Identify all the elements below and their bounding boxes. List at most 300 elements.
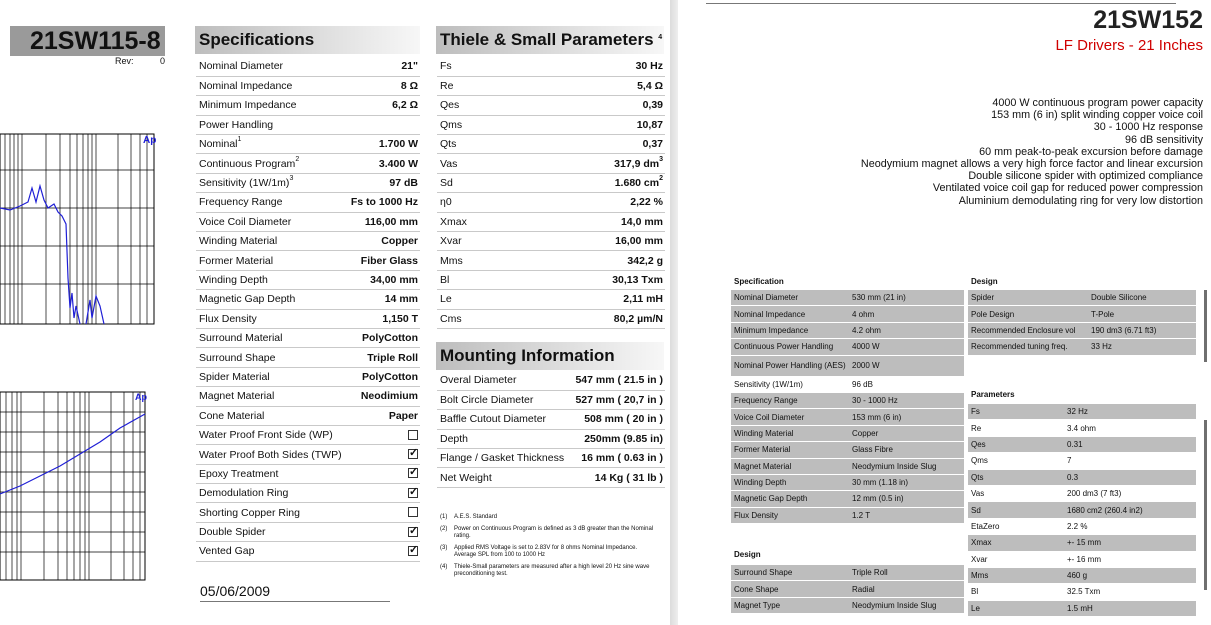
ts-row: [437, 270, 665, 289]
footnotes: [440, 514, 660, 583]
ts-label-text: Mms: [440, 254, 463, 267]
spec-label-text: Shorting Copper Ring: [199, 506, 300, 519]
spec-value-text: Paper: [388, 409, 418, 422]
spec-label: [196, 173, 346, 192]
r-spec-heading: Specification: [734, 277, 784, 286]
ts-value: [520, 270, 665, 289]
ts-value: [520, 96, 665, 115]
r-row-label: Magnetic Gap Depth: [734, 494, 808, 504]
ts-label-text: Qts: [440, 138, 457, 151]
right-model-title: 21SW152: [1093, 6, 1203, 34]
r-row-label: Nominal Power Handling (AES): [734, 361, 846, 371]
r-table-row: [968, 290, 1196, 306]
ts-label: [437, 232, 520, 251]
ts-label: [437, 251, 520, 270]
mount-value: [570, 410, 665, 429]
spec-label-text: Demodulation Ring: [199, 487, 289, 500]
spec-row: [196, 290, 420, 309]
ts-label-text: Le: [440, 293, 452, 306]
r-row-label: Recommended Enclosure vol: [971, 325, 1076, 335]
mount-label: [437, 429, 570, 448]
spec-row: [196, 406, 420, 425]
feature-line: 96 dB sensitivity: [1124, 133, 1203, 146]
spec-sup: 1: [237, 136, 242, 144]
feature-line: Ventilated voice coil gap for reduced power compression: [932, 182, 1203, 195]
spec-row: [196, 484, 420, 503]
spec-value-text: Neodimium: [360, 390, 418, 403]
r-row-label: Former Material: [734, 445, 791, 455]
ts-label: [437, 270, 520, 289]
r-design-right-table: [968, 290, 1196, 356]
r-table-row: [968, 519, 1196, 535]
r-row-label: Qms: [971, 456, 988, 466]
rev-value: 0: [160, 56, 166, 66]
spec-label: [196, 154, 346, 173]
spec-value-text: 1.700 W: [378, 138, 418, 151]
ts-value: [520, 154, 665, 173]
ts-label-text: Fs: [440, 60, 452, 73]
ts-row: [437, 212, 665, 231]
spec-row: [196, 522, 420, 541]
mount-value-text: 527 mm ( 20,7 in ): [575, 394, 663, 407]
r-row-value: 96 dB: [852, 379, 873, 389]
r-table-row: [731, 393, 964, 409]
scroll-mark-1: [1204, 290, 1207, 362]
r-table-row: [731, 508, 964, 524]
spec-value-text: PolyCotton: [362, 332, 418, 345]
r-table-row: [731, 581, 964, 597]
r-row-value: 33 Hz: [1091, 342, 1112, 352]
footnote: [440, 526, 660, 540]
checkbox-icon: [408, 449, 418, 459]
r-table-row: [968, 486, 1196, 502]
spec-label: [196, 270, 346, 289]
ts-label-text: Re: [440, 80, 454, 93]
r-row-value: 32.5 Txm: [1067, 587, 1101, 597]
graph-logo-2: Ap: [135, 392, 147, 402]
r-row-value: Glass Fibre: [852, 445, 893, 455]
r-table-row: [968, 601, 1196, 617]
ts-row: [437, 290, 665, 309]
footnote-number: (3): [440, 545, 448, 551]
r-row-value: 1.5 mH: [1067, 603, 1093, 613]
mount-label-text: Net Weight: [440, 471, 492, 484]
spec-value-text: 6,2 Ω: [392, 99, 418, 112]
spec-value: [346, 464, 420, 483]
r-row-label: Magnet Type: [734, 600, 781, 610]
spec-label-text: Epoxy Treatment: [199, 467, 279, 480]
r-table-row: [968, 502, 1196, 518]
r-table-row: [968, 323, 1196, 339]
r-row-value: 7: [1067, 456, 1072, 466]
spec-label: [196, 96, 346, 115]
r-params-table: [968, 404, 1196, 617]
ts-value: [520, 115, 665, 134]
r-table-row: [968, 453, 1196, 469]
r-table-row: [731, 426, 964, 442]
mount-row: [437, 449, 665, 468]
r-row-label: Nominal Impedance: [734, 309, 806, 319]
ts-value: [520, 57, 665, 76]
ts-value-text: 80,2 µm/N: [613, 312, 663, 325]
scroll-mark-2: [1204, 420, 1207, 590]
ts-value-text: 317,9 dm: [614, 157, 660, 170]
spec-label-text: Nominal Diameter: [199, 60, 284, 73]
spec-label: [196, 290, 346, 309]
r-table-row: [968, 552, 1196, 568]
r-row-value: +- 15 mm: [1067, 538, 1102, 548]
ts-value-text: 342,2 g: [627, 254, 663, 267]
ts-label-text: Vas: [440, 157, 458, 170]
r-row-value: 190 dm3 (6.71 ft3): [1091, 325, 1157, 335]
r-row-label: Flux Density: [734, 510, 779, 520]
r-row-label: Frequency Range: [734, 396, 798, 406]
spec-value: [346, 270, 420, 289]
ts-row: [437, 115, 665, 134]
ts-value-text: 16,00 mm: [615, 235, 663, 248]
spec-value-text: 34,00 mm: [370, 273, 418, 286]
r-table-row: [968, 437, 1196, 453]
mount-value-text: 14 Kg ( 31 lb ): [594, 471, 663, 484]
r-row-value: 1.2 T: [852, 510, 871, 520]
spec-label-text: Continuous Program: [199, 157, 296, 170]
spec-label: [196, 328, 346, 347]
r-row-value: 4000 W: [852, 342, 880, 352]
spec-sup: 2: [295, 155, 300, 163]
r-row-label: Re: [971, 423, 982, 433]
r-row-label: Vas: [971, 489, 985, 499]
thiele-small-table: [437, 57, 665, 329]
ts-value-text: 2,11 mH: [623, 293, 663, 306]
r-table-row: [731, 442, 964, 458]
r-row-value: 460 g: [1067, 571, 1088, 581]
right-datasheet-page: [678, 0, 1211, 625]
spec-label-text: Cone Material: [199, 409, 265, 422]
spec-label-text: Voice Coil Diameter: [199, 215, 292, 228]
spec-value: [346, 425, 420, 444]
ts-value-text: 30 Hz: [635, 60, 663, 73]
spec-label: [196, 135, 346, 154]
r-spec-table: [731, 290, 964, 524]
r-row-label: Winding Depth: [734, 478, 787, 488]
ts-label-text: Sd: [440, 177, 453, 190]
spec-label: [196, 232, 346, 251]
feature-list: [861, 97, 1203, 207]
mount-label: [437, 449, 570, 468]
ts-label: [437, 57, 520, 76]
mount-label: [437, 410, 570, 429]
spec-row: [196, 309, 420, 328]
ts-heading: [436, 26, 664, 54]
mount-label-text: Depth: [440, 432, 469, 445]
spec-value: [346, 76, 420, 95]
spec-value: [346, 57, 420, 76]
ts-value: [520, 232, 665, 251]
spec-value-text: 97 dB: [389, 177, 418, 190]
r-table-row: [731, 565, 964, 581]
mount-value-text: 16 mm ( 0.63 in ): [581, 452, 663, 465]
r-row-value: Copper: [852, 428, 879, 438]
spec-row: [196, 464, 420, 483]
spec-label-text: Winding Material: [199, 235, 278, 248]
feature-line: 153 mm (6 in) split winding copper voice coil: [991, 109, 1203, 122]
spec-value-text: 21": [401, 60, 418, 73]
spec-value: [346, 115, 420, 134]
r-table-row: [968, 470, 1196, 486]
spec-value-text: 14 mm: [384, 293, 418, 306]
r-row-label: Qts: [971, 472, 984, 482]
mount-value: [570, 468, 665, 487]
r-row-value: Radial: [852, 584, 875, 594]
ts-value: [520, 251, 665, 270]
footnote-number: (4): [440, 564, 448, 570]
spec-value: [346, 348, 420, 367]
ts-value-text: 10,87: [636, 118, 663, 131]
mount-row: [437, 429, 665, 448]
r-table-row: [968, 420, 1196, 436]
ts-value: [520, 290, 665, 309]
right-subtitle: LF Drivers - 21 Inches: [1055, 37, 1203, 54]
mount-row: [437, 390, 665, 409]
ts-row: [437, 173, 665, 192]
r-params-heading: Parameters: [971, 390, 1015, 399]
ts-value-text: 0,37: [642, 138, 663, 151]
r-row-value: 32 Hz: [1067, 407, 1088, 417]
r-table-row: [731, 475, 964, 491]
spec-value: [346, 328, 420, 347]
ts-unit-sup: 3: [659, 155, 663, 163]
spec-row: [196, 425, 420, 444]
ts-label: [437, 76, 520, 95]
r-row-label: Le: [971, 603, 980, 613]
spec-label-text: Flux Density: [199, 312, 257, 325]
spec-value-text: Fs to 1000 Hz: [350, 196, 418, 209]
ts-value: [520, 173, 665, 192]
ts-label: [437, 290, 520, 309]
spec-label-text: Spider Material: [199, 370, 270, 383]
ts-label: [437, 212, 520, 231]
r-row-label: Fs: [971, 407, 980, 417]
specifications-table: [196, 57, 420, 562]
r-row-value: Triple Roll: [852, 568, 888, 578]
ts-value: [520, 212, 665, 231]
ts-label-text: Bl: [440, 273, 450, 286]
spec-row: [196, 542, 420, 561]
spec-label-text: Sensitivity (1W/1m): [199, 177, 290, 190]
r-row-value: T-Pole: [1091, 309, 1115, 319]
checkbox-icon: [408, 488, 418, 498]
spec-row: [196, 115, 420, 134]
spec-row: [196, 173, 420, 192]
footnote-number: (1): [440, 514, 448, 520]
ts-row: [437, 135, 665, 154]
ts-value-text: 2,22 %: [630, 196, 663, 209]
mount-label-text: Baffle Cutout Diameter: [440, 413, 547, 426]
r-row-label: Continuous Power Handling: [734, 342, 834, 352]
ts-value-text: 30,13 Txm: [612, 273, 663, 286]
spec-value: [346, 309, 420, 328]
r-row-value: 30 - 1000 Hz: [852, 396, 898, 406]
spec-label: [196, 484, 346, 503]
mount-row: [437, 468, 665, 487]
feature-line: 30 - 1000 Hz response: [1093, 121, 1203, 134]
spec-value: [346, 212, 420, 231]
ts-row: [437, 96, 665, 115]
r-table-row: [731, 598, 964, 614]
r-design-left-table: [731, 565, 964, 614]
spec-label: [196, 348, 346, 367]
frequency-response-svg: [0, 128, 160, 328]
graph-logo: Ap: [143, 135, 157, 146]
spec-label-text: Water Proof Both Sides (TWP): [199, 448, 342, 461]
ts-label-text: Xmax: [440, 215, 467, 228]
ts-value: [520, 76, 665, 95]
datasheet-date: 05/06/2009: [200, 583, 390, 602]
spec-label-text: Nominal Impedance: [199, 80, 293, 93]
impedance-graph: [0, 388, 160, 588]
spec-value: [346, 135, 420, 154]
spec-row: [196, 367, 420, 386]
spec-row: [196, 328, 420, 347]
r-table-row: [968, 306, 1196, 322]
footnote: [440, 564, 660, 578]
r-table-row: [731, 290, 964, 306]
ts-value-text: 14,0 mm: [620, 215, 663, 228]
r-row-value: +- 16 mm: [1067, 554, 1102, 564]
spec-label-text: Surround Shape: [199, 351, 276, 364]
mount-value-text: 547 mm ( 21.5 in ): [575, 374, 663, 387]
spec-label: [196, 115, 346, 134]
r-table-row: [968, 568, 1196, 584]
ts-row: [437, 193, 665, 212]
footnote-text: A.E.S. Standard: [454, 514, 498, 520]
ts-label: [437, 115, 520, 134]
spec-label: [196, 309, 346, 328]
frequency-response-graph: [0, 128, 160, 328]
r-row-value: Neodymium Inside Slug: [852, 461, 937, 471]
r-row-value: 0.3: [1067, 472, 1079, 482]
spec-value: [346, 193, 420, 212]
r-row-value: 12 mm (0.5 in): [852, 494, 904, 504]
mount-label-text: Flange / Gasket Thickness: [440, 452, 565, 465]
r-design-right-heading: Design: [971, 277, 998, 286]
r-row-value: 2.2 %: [1067, 521, 1088, 531]
mount-row: [437, 371, 665, 390]
spec-value: [346, 290, 420, 309]
spec-label: [196, 425, 346, 444]
spec-value: [346, 173, 420, 192]
spec-value-text: 1,150 T: [382, 312, 418, 325]
spec-row: [196, 445, 420, 464]
spec-value: [346, 484, 420, 503]
spec-label-text: Water Proof Front Side (WP): [199, 429, 333, 442]
ts-unit-sup: 2: [659, 175, 663, 183]
impedance-svg: [0, 388, 160, 588]
r-row-label: Winding Material: [734, 428, 794, 438]
ts-label: [437, 173, 520, 192]
spec-value: [346, 251, 420, 270]
checkbox-icon: [408, 527, 418, 537]
spec-row: [196, 212, 420, 231]
ts-row: [437, 232, 665, 251]
ts-label: [437, 96, 520, 115]
spec-row: [196, 348, 420, 367]
page-gap: [670, 0, 678, 625]
spec-label-text: Winding Depth: [199, 273, 268, 286]
r-table-row: [731, 323, 964, 339]
r-table-row: [731, 356, 964, 377]
spec-row: [196, 503, 420, 522]
spec-label-text: Frequency Range: [199, 196, 283, 209]
spec-label: [196, 367, 346, 386]
feature-line: Aluminium demodulating ring for very low distortion: [958, 194, 1203, 207]
mount-label-text: Bolt Circle Diameter: [440, 394, 534, 407]
spec-value-text: 8 Ω: [400, 80, 418, 93]
ts-row: [437, 251, 665, 270]
spec-row: [196, 135, 420, 154]
spec-label-text: Surround Material: [199, 332, 283, 345]
r-row-value: 30 mm (1.18 in): [852, 478, 909, 488]
ts-label-text: Cms: [440, 312, 462, 325]
r-row-value: 530 mm (21 in): [852, 293, 906, 303]
spec-row: [196, 387, 420, 406]
r-row-label: Sensitivity (1W/1m): [734, 379, 803, 389]
spec-label: [196, 193, 346, 212]
spec-label: [196, 251, 346, 270]
spec-value-text: 3.400 W: [378, 157, 418, 170]
ts-value-text: 0,39: [642, 99, 663, 112]
ts-row: [437, 57, 665, 76]
feature-line: 4000 W continuous program power capacity: [992, 97, 1203, 109]
r-table-row: [731, 491, 964, 507]
ts-heading-text: Thiele & Small Parameters: [440, 30, 654, 49]
spec-value: [346, 522, 420, 541]
r-row-label: Mms: [971, 571, 989, 581]
spec-value: [346, 154, 420, 173]
spec-row: [196, 57, 420, 76]
spec-value: [346, 387, 420, 406]
spec-label-text: Minimum Impedance: [199, 99, 297, 112]
r-row-label: Surround Shape: [734, 568, 793, 578]
spec-label: [196, 522, 346, 541]
spec-label: [196, 387, 346, 406]
r-row-value: Double Silicone: [1091, 293, 1147, 303]
r-table-row: [731, 306, 964, 322]
footnote-text: Applied RMS Voltage is set to 2.83V for 8 ohms Nominal Impedance. Average SPL from 100 to 1000 Hz: [454, 545, 638, 558]
rev-label: Rev:: [115, 56, 134, 66]
r-row-value: 4 ohm: [852, 309, 875, 319]
r-row-value: 4.2 ohm: [852, 325, 881, 335]
mount-value: [570, 429, 665, 448]
checkbox-icon: [408, 430, 418, 440]
ts-value-text: 5,4 Ω: [637, 80, 663, 93]
r-table-row: [731, 377, 964, 393]
top-rule: [706, 3, 1176, 4]
spec-label: [196, 406, 346, 425]
spec-label-text: Nominal: [199, 138, 238, 151]
spec-label: [196, 503, 346, 522]
r-row-value: 3.4 ohm: [1067, 423, 1096, 433]
r-table-row: [968, 404, 1196, 420]
r-table-row: [968, 535, 1196, 551]
spec-label-text: Vented Gap: [199, 545, 255, 558]
ts-label-text: Qes: [440, 99, 460, 112]
mounting-heading: Mounting Information: [436, 342, 664, 370]
spec-label: [196, 464, 346, 483]
mount-value-text: 508 mm ( 20 in ): [584, 413, 663, 426]
spec-value: [346, 503, 420, 522]
spec-label-text: Former Material: [199, 254, 274, 267]
